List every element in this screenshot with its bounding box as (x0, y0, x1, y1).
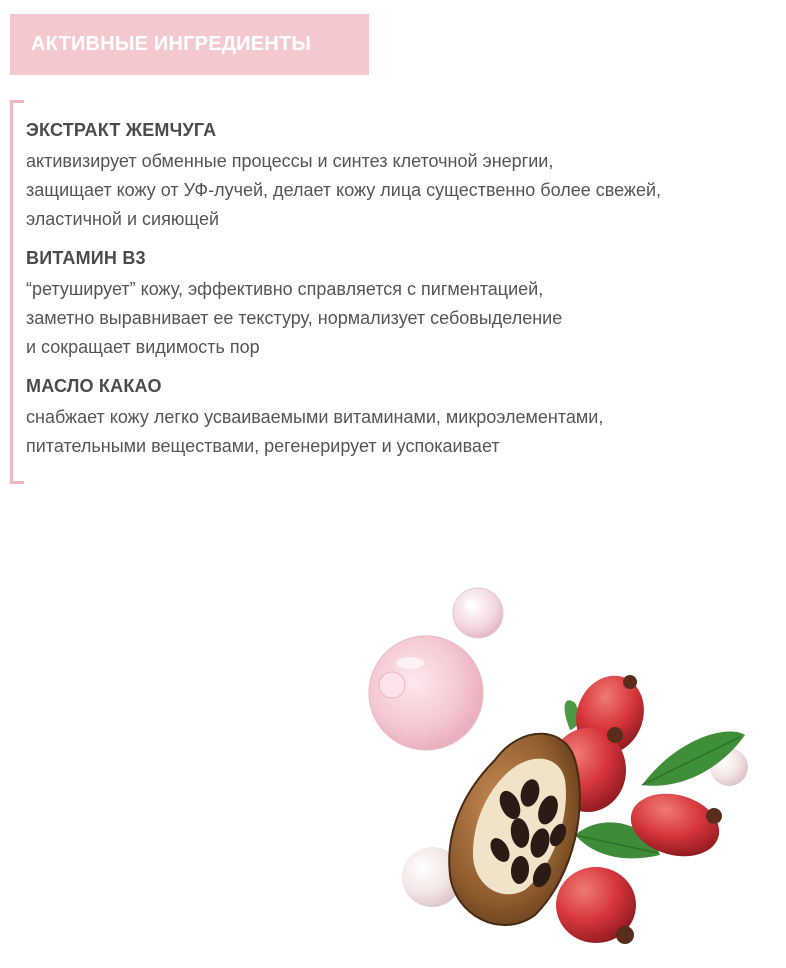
description-line: “ретуширует” кожу, эффективно справляется с пигментацией, (26, 279, 544, 299)
ingredient-description (26, 147, 786, 234)
ingredient-title: ВИТАМИН B3 (26, 248, 146, 268)
large-bubble-shine (396, 657, 424, 669)
description-line: питательными веществами, регенерирует и успокаивает (26, 436, 500, 456)
ingredient-pearl-extract (26, 120, 786, 234)
decorative-bracket (10, 100, 24, 484)
description-line: снабжает кожу легко усваиваемыми витаминами, микроэлементами, (26, 407, 604, 427)
large-bubble-inner (379, 672, 405, 698)
section-title: АКТИВНЫЕ ИНГРЕДИЕНТЫ (31, 33, 312, 55)
description-line: заметно выравнивает ее текстуру, нормализует себовыделение (26, 308, 563, 328)
ingredient-vitamin-b3 (26, 248, 786, 362)
ingredients-list (26, 120, 786, 475)
section-banner (10, 14, 369, 75)
description-line: активизирует обменные процессы и синтез клеточной энергии, (26, 151, 554, 171)
ingredient-cocoa-butter (26, 376, 786, 461)
description-line: эластичной и сияющей (26, 209, 220, 229)
ingredient-description (26, 275, 786, 362)
small-bubble-highlight (465, 600, 475, 610)
small-bubble (453, 588, 503, 638)
ingredient-title: ЭКСТРАКТ ЖЕМЧУГА (26, 120, 217, 140)
ingredient-title: МАСЛО КАКАО (26, 376, 162, 396)
description-line: и сокращает видимость пор (26, 337, 260, 357)
description-line: защищает кожу от УФ-лучей, делает кожу лица существенно более свежей, (26, 180, 662, 200)
cocoa-rosehip-illustration (360, 585, 780, 965)
ingredient-description (26, 403, 786, 461)
